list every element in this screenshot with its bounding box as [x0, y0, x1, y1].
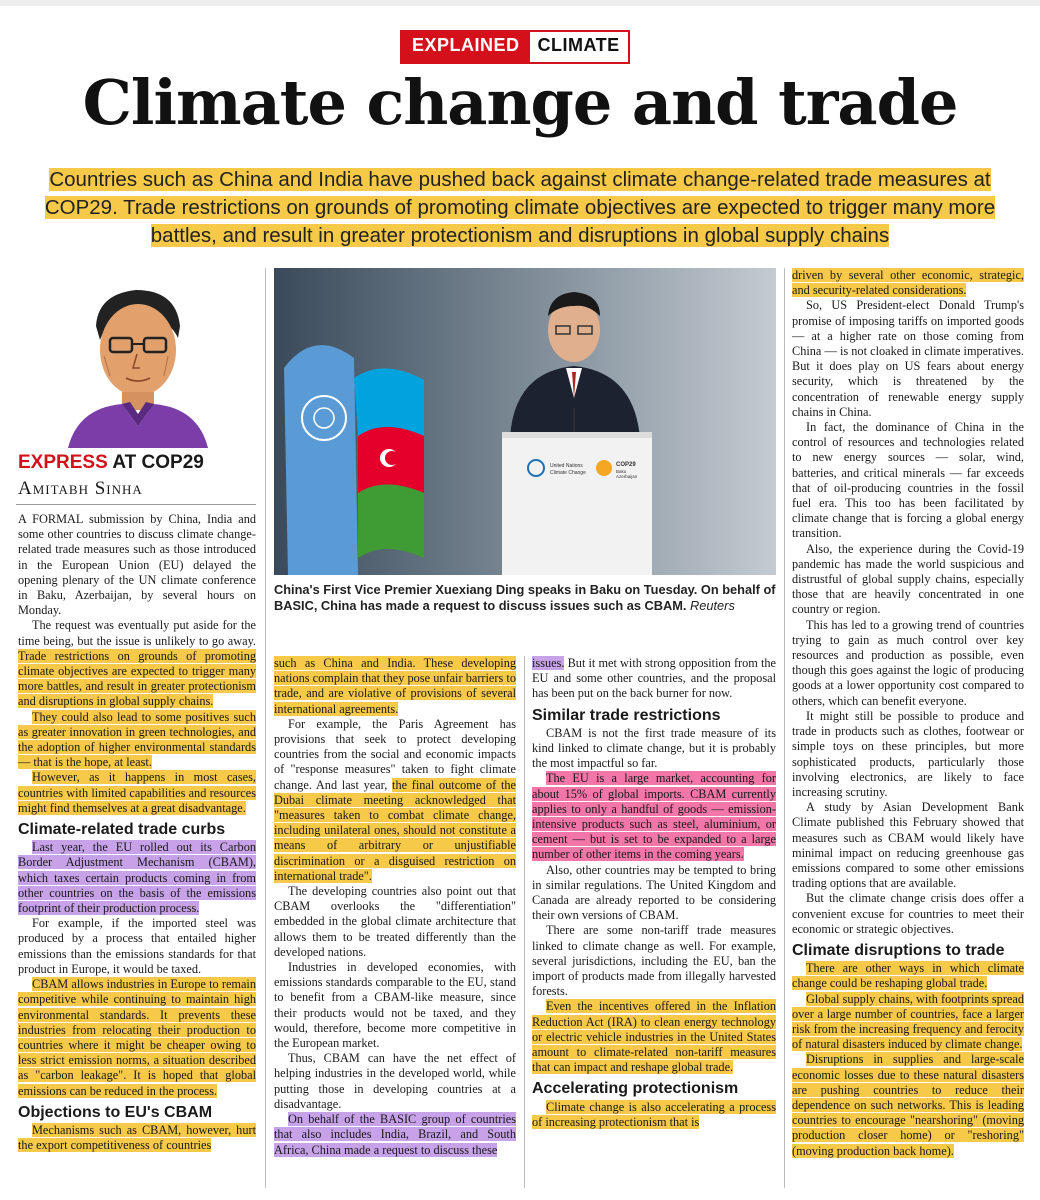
- paragraph: Also, the experience during the Covid-19 pandemic has made the world suspicious and distrustful of global supply chains, especially those that are heavily concentrated in one country or region.: [792, 541, 1024, 617]
- highlight-yellow: They could also lead to some positives such as greater innovation in green technologies, and the adoption of higher environmental standards — that is the hope, at least.: [18, 709, 256, 770]
- paragraph: [792, 268, 1024, 298]
- section-tag: [400, 30, 630, 64]
- paragraph: [18, 710, 256, 771]
- caption-text: China's First Vice Premier Xuexiang Ding speaks in Baku on Tuesday. On behalf of BASIC, China has made a request to discuss issues such as CBAM.: [274, 582, 776, 613]
- highlight-yellow: the final outcome of the Dubai climate meeting acknowledged that "measures taken to combat climate change, including unilateral ones, should not constitute a means of arbitrary or unjustifiable discrimination or a disguised restriction on international trade".: [274, 777, 517, 883]
- text-run: But it met with strong opposition from the EU and some other countries, and the proposal has been put on the back burner for now.: [532, 656, 776, 701]
- paragraph: It might still be possible to produce and trade in products such as clothes, footwear or simple toys on these principles, but more sophisticated products, particularly those involving electronics, are likely to face increasing scrutiny.: [792, 708, 1024, 799]
- paragraph: This has led to a growing trend of countries trying to gain as much control over key resources and production as possible, even though this goes against the logic of producing goods at a lower opportunity cost compared to others, which can benefit everyone.: [792, 617, 1024, 708]
- paragraph: [18, 618, 256, 709]
- deck-text: Countries such as China and India have pushed back against climate change-related trade measures at COP29. Trade restrictions on grounds of promoting climate objectives are expected to trigger many more battles, and result in greater protectionism and disruptions in global supply chains: [44, 168, 996, 247]
- tag-section: CLIMATE: [530, 32, 628, 62]
- paragraph: A study by Asian Development Bank Climate published this February showed that measures such as CBAM would likely have minimal impact on reducing greenhouse gas emissions compared to some other emissions trading options that are available.: [792, 800, 1024, 891]
- paragraph: There are some non-tariff trade measures linked to climate change as well. For example, several jurisdictions, including the EU, ban the import of products made from illegally harvested forests.: [532, 923, 776, 999]
- photo-credit: Reuters: [690, 598, 735, 613]
- subhead: Accelerating protectionism: [532, 1080, 739, 1098]
- highlight-yellow: Climate change is also accelerating a process of increasing protectionism that is: [532, 1099, 776, 1129]
- paragraph: The developing countries also point out that CBAM overlooks the "differentiation" embedded in the global climate architecture that allows them to be treated differently than the developed nations.: [274, 884, 516, 959]
- paragraph: [532, 999, 776, 1075]
- subhead: Objections to EU's CBAM: [18, 1103, 213, 1121]
- column-1: [18, 512, 256, 1153]
- column-2: [274, 656, 516, 1158]
- svg-text:COP29: COP29: [616, 462, 636, 468]
- text-run: The request was eventually put aside for the time being, but the issue is unlikely to go away.: [18, 618, 256, 648]
- paragraph: [792, 961, 1024, 991]
- paragraph: Also, other countries may be tempted to bring in similar regulations. The United Kingdom and Canada are already reported to be considering their own versions of CBAM.: [532, 862, 776, 923]
- paragraph: [274, 1112, 516, 1158]
- column-divider: [265, 268, 266, 1188]
- paragraph: In fact, the dominance of China in the control of resources and technologies related to new energy sources — solar, wind, batteries, and critical minerals — far exceeds that of oil-producing countries in the fossil fuel era. This too has been facilitated by climate change that is forcing a global energy transition.: [792, 420, 1024, 541]
- paragraph: [274, 656, 516, 717]
- byline-author: Amitabh Sinha: [18, 478, 143, 499]
- highlight-yellow: Global supply chains, with footprints spread over a large number of countries, face a larger risk from the increasing frequency and ferocity of natural disasters induced by climate change.: [792, 991, 1024, 1052]
- highlight-yellow: Even the incentives offered in the Inflation Reduction Act (IRA) to clean energy technology or electric vehicle industries in the United States amount to climate-related non-tariff measures that can impact and reshape global trade.: [532, 999, 776, 1075]
- svg-text:United Nations: United Nations: [550, 463, 583, 469]
- paragraph: [18, 1123, 256, 1153]
- paragraph: But the climate change crisis does offer a convenient excuse for countries to meet their economic or strategic objectives.: [792, 891, 1024, 936]
- column-divider: [784, 268, 785, 1188]
- subhead: Similar trade restrictions: [532, 706, 721, 724]
- top-edge: [0, 0, 1040, 6]
- paragraph: Industries in developed economies, with emissions standards comparable to the EU, stand to benefit from a CBAM-like measure, since their products would not be taxed, and they would, therefore, become more competitive in the European market.: [274, 960, 516, 1051]
- photo-caption: [274, 582, 776, 614]
- paragraph: [532, 656, 776, 702]
- byline-kicker: [18, 452, 204, 474]
- paragraph: So, US President-elect Donald Trump's promise of imposing tariffs on imported goods — at a higher rate on those coming from China — is not cloaked in climate imperatives. But it does play on US fears about energy security, which is threatened by the concentration of renewable energy supply chains in China.: [792, 298, 1024, 419]
- subhead: Climate disruptions to trade: [792, 941, 1005, 959]
- paragraph: CBAM is not the first trade measure of its kind linked to climate change, but it is probably the most impactful so far.: [532, 725, 776, 771]
- highlight-yellow: Trade restrictions on grounds of promoting climate objectives are expected to trigger many more battles, and result in greater protectionism and disruptions in global supply chains.: [18, 648, 256, 709]
- highlight-violet: On behalf of the BASIC group of countries that also includes India, Brazil, and South Africa, China made a request to discuss these: [274, 1112, 516, 1157]
- highlight-pink: The EU is a large market, accounting for about 15% of global imports. CBAM currently applies to only a handful of goods — emission-intensive products such as steel, aluminium, or cement — but is set to be expanded to a large number of other items in the coming years.: [532, 771, 776, 862]
- highlight-yellow: There are other ways in which climate change could be reshaping global trade.: [792, 961, 1024, 991]
- tag-explained: EXPLAINED: [402, 32, 530, 62]
- text-run: For example, the Paris Agreement has provisions that seek to protect developing countries from the social and economic impacts of "response measures" taken to fight climate change. And last year,: [274, 716, 516, 792]
- highlight-yellow: Mechanisms such as CBAM, however, hurt the export competitiveness of countries: [18, 1122, 256, 1153]
- paragraph: [792, 992, 1024, 1053]
- column-divider: [524, 656, 525, 1188]
- svg-text:Baku: Baku: [616, 469, 627, 474]
- paragraph: Thus, CBAM can have the net effect of helping industries in the developed world, while putting those in developing countries at a disadvantage.: [274, 1051, 516, 1111]
- paragraph: [18, 977, 256, 1099]
- svg-text:Azerbaijan: Azerbaijan: [616, 474, 638, 479]
- highlight-yellow: However, as it happens in most cases, countries with limited capabilities and resources might find themselves at a great disadvantage.: [18, 770, 256, 815]
- paragraph: [532, 771, 776, 862]
- highlight-yellow: such as China and India. These developing nations complain that they pose unfair barriers to trade, and are violative of provisions of several international agreements.: [274, 656, 516, 716]
- column-3: [532, 656, 776, 1130]
- column-4: [792, 268, 1024, 1159]
- highlight-yellow: CBAM allows industries in Europe to remain competitive while continuing to maintain high environmental standards. It prevents these industries from relocating their production to countries where it might be cheaper owing to less strict emission norms, a situation described as "carbon leakage". It is hoped that global emissions can be reduced in the process.: [18, 977, 256, 1098]
- paragraph: [532, 1100, 776, 1130]
- byline-rule: [16, 504, 256, 505]
- paragraph: For example, if the imported steel was produced by a process that entailed higher emissions than the emissions standards for that product in Europe, it would be taxed.: [18, 916, 256, 976]
- svg-text:Climate Change: Climate Change: [550, 470, 586, 476]
- kicker-express: EXPRESS: [18, 452, 108, 473]
- highlight-yellow: driven by several other economic, strategic, and security-related considerations.: [792, 268, 1024, 298]
- paragraph: [18, 770, 256, 816]
- kicker-event: AT COP29: [107, 452, 204, 473]
- headline: Climate change and trade: [82, 66, 958, 139]
- news-photo: [274, 268, 776, 575]
- paragraph: A FORMAL submission by China, India and some other countries to discuss climate change-related trade measures such as those introduced in the European Union (EU) delayed the opening plenary of the UN climate conference in Baku, Azerbaijan, by several hours on Monday.: [18, 512, 256, 618]
- paragraph: [792, 1052, 1024, 1158]
- paragraph: [274, 717, 516, 884]
- highlight-yellow: Disruptions in supplies and large-scale economic losses due to these natural disasters are pushing countries to reduce their dependence on such networks. This is leading countries to encourage "nearshoring" (moving production closer home) or "reshoring" (moving production back home).: [792, 1052, 1024, 1158]
- deck: [30, 166, 1010, 250]
- highlight-violet: issues.: [532, 656, 565, 670]
- author-portrait: [18, 276, 256, 448]
- highlight-violet: Last year, the EU rolled out its Carbon Border Adjustment Mechanism (CBAM), which taxes certain products coming in from other countries on the basis of the emissions footprint of their production process.: [18, 840, 256, 916]
- paragraph: [18, 840, 256, 916]
- subhead: Climate-related trade curbs: [18, 821, 226, 839]
